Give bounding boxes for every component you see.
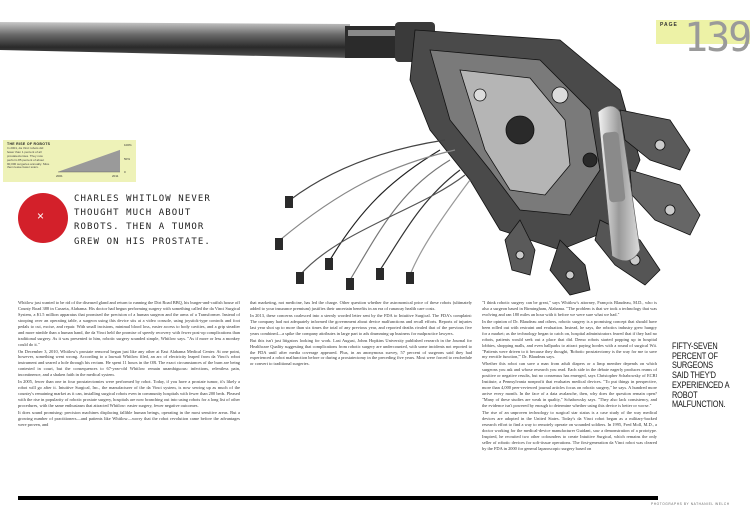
robot-wires bbox=[280, 140, 470, 280]
article-column-3 bbox=[482, 300, 657, 452]
paragraph: In the opinion of Dr. Blaudeau and others, robotic surgery is a promising concept that should have been rolled out with restraint and evaluation. Instead, he says, the robotics industry grew hungry for a market; as the technology began to catch on, hospital administrators feared that if they had no robots, patients would seek out a place that did. Demo robots started popping up in hospital lobbies, shopping malls, and even ballparks to attract paying hordes with a round of surgical Wii. "Patients were driven to it because they thought, 'Robotic prostatectomy is the way for me to save my erectile function,'" Dr. Blaudeau says. bbox=[482, 318, 657, 360]
robot-hand bbox=[410, 30, 700, 295]
chart-title: THE RISE OF ROBOTS bbox=[7, 142, 51, 146]
paragraph: The rise of an unproven technology to surgical star status is a case study of the way medical devices are adopted in the United States. Today's da Vinci robot began as a military-backed research effort to find a way to remotely operate on wounded soldiers. In 1995, Fred Moll, M.D., a doctor working for the medical-device manufacturer Guidant, saw a demonstration of a prototype. Inspired, he recruited two other cofounders to create Intuitive Surgical, which remains the only seller of robotic devices for soft-tissue operations. The first-generation da Vinci robot was cleared by the FDA in 2000 for general laparoscopic surgery based on bbox=[482, 409, 657, 451]
paragraph: Whitlow just wanted to be rid of the diseased gland and return to running the Dirt Road BBQ, his burger-and-catfish house off County Road 388 in Cusseta, Alabama. His doctor had begun performing surgery with something called the da Vinci Surgical System, a $1.5 million apparatus that promised the precision of a human surgeon and the arms of a Transformer. Instead of stooping over an operating table, a surgeon using this device sits at a video console, using joystick-type controls and foot pedals to cut, excise, and repair. With small incisions, minimal blood loss, easier access to body cavities, and a grip steadier and more nimble than a human hand, the da Vinci held the promise of speedy recovery with fewer post-op complications than traditional surgery. As it was presented to him, robotic surgery sounded simple, Whitlow says. "As if more or less a monkey could do it." bbox=[18, 300, 240, 347]
paragraph: It does sound promising: precision machines displacing fallible human beings, operating in the most sensitive areas. But a growing number of practitioners—and patients like Whitlow—worry that the robot revolution came before the advantages were proven, and bbox=[18, 409, 240, 427]
paragraph: "I think robotic surgery can be great," says Whitlow's attorney, François Blaudeau, M.D., who is also a surgeon based in Birmingham, Alabama. "The problem is that we took a technology that was evolving and ran 180 miles an hour with it before we were sure what we had." bbox=[482, 300, 657, 317]
bottom-rule bbox=[18, 496, 658, 500]
photo-credit: PHOTOGRAPHS BY NATHANIEL WELCH bbox=[651, 502, 730, 506]
paragraph: But this isn't just litigators looking for work. Last August, Johns Hopkins University published research in the Journal for Healthcare Quality suggesting that complications from robotic surgery are undercounted, with some incidents not reported to the FDA until after media coverage appeared. Plus, in an anonymous survey, 57 percent of surgeons said they had experienced a robot malfunction before or during a prostatectomy in the preceding five years. Most were forced to reschedule or convert to traditional surgeries. bbox=[250, 337, 472, 367]
page-label: PAGE bbox=[660, 22, 678, 28]
pull-quote: CHARLES WHITLOW NEVER THOUGHT MUCH ABOUT ROBOTS. THEN A TUMOR GREW ON HIS PROSTATE. bbox=[74, 194, 211, 247]
xtick-2001: 2001 bbox=[56, 174, 63, 178]
article-column-1 bbox=[18, 300, 240, 429]
paragraph: On December 3, 2010, Whitlow's prostate removal began just like any other at East Alabama Medical Center. At one point, however, something went wrong. According to a lawsuit Whitlow filed, an arc of electricity leaped from da Vinci's robot instrument and seared a hole through his rectum. He spent 11 hours in the OR. The exact circumstances of the burn are being contested in court, but the consequences to 67-year-old Whitlow remain unambiguous: infections, relentless pain, incontinence, and a shaken faith in the medical system. bbox=[18, 348, 240, 378]
chart-plot-area bbox=[54, 144, 136, 180]
paragraph: that marketing, not medicine, has led the charge. Other question whether the astronomical price of these robots (ultimately added to your insurance premium) justifies their uncertain benefits in an era of runaway health care costs. bbox=[250, 300, 472, 311]
ytick-50: 50% bbox=[124, 157, 131, 161]
paragraph: In 2005, fewer than one in four prostatectomies were performed by robot. Today, if you have a prostate tumor, it's likely a robot will go after it. Intuitive Surgical, Inc., the manufacturer of the da Vinci system, is now sewing up as much of the country's remaining market as it can, installing surgical robots even in community hospitals with fewer than 200 beds. Pleased with the rise in popularity of robotic prostate surgery, hospitals are now branching out into using robots for a long list of other procedures, with the same enthusiasm that attracted Whitlow: easier surgery, fewer negative outcomes. bbox=[18, 379, 240, 408]
paragraph: Whether this robot can save a man from adult diapers or a limp member depends on which surgeons you ask and whose research you read. Each side in the debate eagerly produces reams of positive or negative results, but no consensus has emerged, says Christopher Schabowsky of ECRI Institute, a Pennsylvania nonprofit that evaluates medical devices. "To put things in perspective, more than 4,000 peer-reviewed journal articles focus on robotic surgery," he says. A hundred more arrive every month. In the face of a data avalanche, then, why does the question remain open? "Many of these studies are weak in quality," Schabowsky says. "They also lack consistency, and the evidence isn't powered by enough to determine whether using this device is better or worse." bbox=[482, 361, 657, 408]
paragraph: In 2013, these concerns coalesced into a sternly worded letter sent by the FDA to Intuitive Surgical. The FDA's complaint: The company had not adequately informed the government about device malfunctions and recall efforts. Reports of injuries last year shot up to more than six times the total of any previous year, and reported deaths rivaled that of the previous five years combined—a spike the company attributes in large part to ads drumming up business for malpractice lawyers. bbox=[250, 312, 472, 336]
chart-description: In 2001, da Vinci robots did fewer than 1 percent of all prostatectomies. They now perform 85 percent of about 90,000 surgeries annually. Slice them leave fewer scars. bbox=[7, 146, 50, 170]
article-column-2 bbox=[250, 300, 472, 368]
x-mark-icon: × bbox=[37, 209, 45, 223]
xtick-2011: 2011 bbox=[112, 174, 119, 178]
ytick-0: 0 bbox=[124, 170, 126, 174]
ytick-100: 100% bbox=[124, 143, 132, 147]
chart-area-series bbox=[58, 150, 120, 172]
robot-arm-shaft bbox=[0, 22, 435, 62]
page-number: 139 bbox=[684, 15, 750, 61]
wire-connectors bbox=[275, 196, 414, 290]
stat-callout: FIFTY-SEVEN PERCENT OF SURGEONS SAID THEY'D EXPERIENCED A ROBOT MALFUNCTION. bbox=[672, 341, 729, 410]
